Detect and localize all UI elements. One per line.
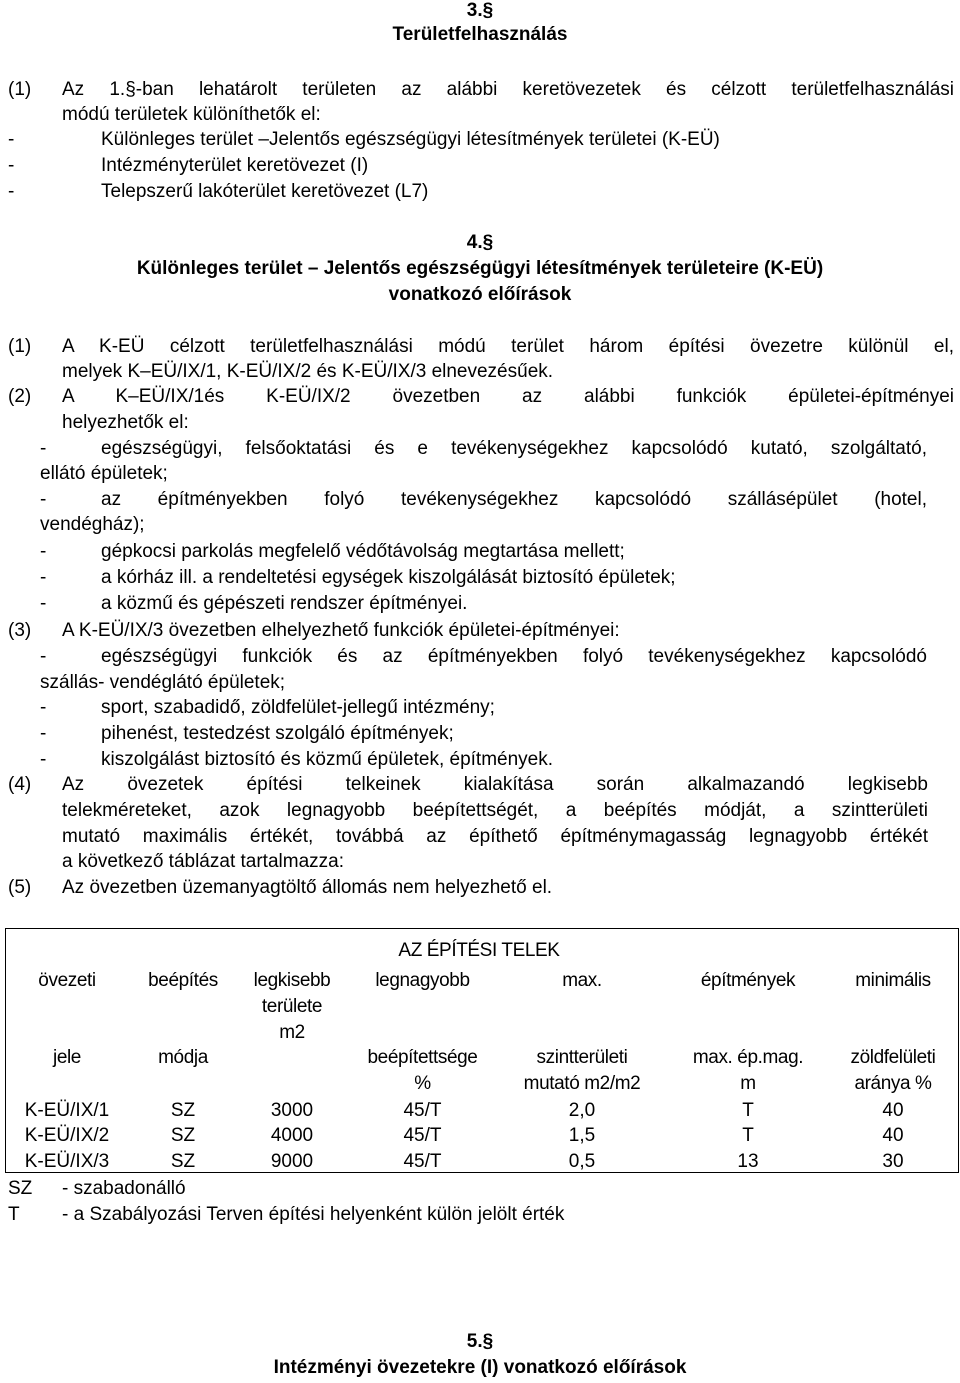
table-cell: K-EÜ/IX/1	[24, 1100, 110, 1121]
table-border-top	[5, 928, 959, 929]
table-cell: 40	[882, 1100, 904, 1121]
table-cell: 2,0	[568, 1100, 596, 1121]
list-item: pihenést, testedzést szolgáló építmények;	[101, 723, 454, 744]
paragraph-text: A K–EÜ/IX/1és K-EÜ/IX/2 övezetben az alábbi funkciók épületei-építményei	[62, 386, 954, 407]
section-4-title-line2: vonatkozó előírások	[388, 284, 572, 305]
table-header: építmények	[700, 970, 796, 991]
section-5-number: 5.§	[466, 1331, 494, 1352]
list-dash: -	[40, 438, 47, 459]
table-cell: SZ	[170, 1151, 196, 1172]
table-header: jele	[53, 1047, 81, 1068]
paragraph-text: Az övezetek építési telkeinek kialakítása során alkalmazandó legkisebb	[62, 774, 928, 795]
table-cell: T	[742, 1100, 754, 1121]
table-group-header: AZ ÉPÍTÉSI TELEK	[398, 940, 560, 961]
table-header: beépítés	[148, 970, 218, 991]
list-item: az építményekben folyó tevékenységekhez kapcsolódó szállásépület (hotel,	[101, 489, 927, 510]
list-item: vendégház);	[40, 514, 145, 535]
table-header: %	[414, 1073, 431, 1094]
paragraph-text: A K-EÜ célzott területfelhasználási módú terület három építési övezetre különül el,	[62, 336, 954, 357]
list-dash: -	[40, 489, 47, 510]
list-item: sport, szabadidő, zöldfelület-jellegű intézmény;	[101, 697, 495, 718]
table-cell: SZ	[170, 1100, 196, 1121]
list-item: gépkocsi parkolás megfelelő védőtávolság megtartása mellett;	[101, 541, 625, 562]
table-header: m	[740, 1073, 756, 1094]
list-dash: -	[40, 723, 47, 744]
legend-abbr: SZ	[8, 1178, 33, 1199]
paragraph-number: (1)	[8, 336, 32, 357]
table-cell: 13	[737, 1151, 759, 1172]
legend-abbr: T	[8, 1204, 20, 1225]
paragraph-number: (3)	[8, 620, 32, 641]
section-4-title-line1: Különleges terület – Jelentős egészségügyi létesítmények területeire (K-EÜ)	[136, 258, 824, 279]
list-item: ellátó épületek;	[40, 463, 168, 484]
paragraph-number: (5)	[8, 877, 32, 898]
section-3-number: 3.§	[466, 0, 494, 21]
table-header: övezeti	[38, 970, 96, 991]
list-dash: -	[40, 567, 47, 588]
table-border-right	[958, 928, 959, 1172]
section-3-title: Területfelhasználás	[392, 24, 568, 45]
list-item: Intézményterület keretövezet (I)	[101, 155, 369, 176]
list-dash: -	[8, 129, 15, 150]
paragraph-text: Az övezetben üzemanyagtöltő állomás nem helyezhető el.	[62, 877, 553, 898]
table-border-left	[5, 928, 6, 1172]
table-cell: 30	[882, 1151, 904, 1172]
list-item: a kórház ill. a rendeltetési egységek kiszolgálását biztosító épületek;	[101, 567, 676, 588]
paragraph-text: Az 1.§-ban lehatárolt területen az alábbi keretövezetek és célzott területfelhasználási	[62, 79, 954, 100]
paragraph-number: (4)	[8, 774, 32, 795]
table-header: max.	[562, 970, 602, 991]
paragraph-text: telekméreteket, azok legnagyobb beépítettségét, a beépítés módját, a szintterületi	[62, 800, 928, 821]
table-cell: 1,5	[568, 1125, 596, 1146]
table-cell: 9000	[270, 1151, 314, 1172]
table-header: módja	[158, 1047, 208, 1068]
paragraph-text: melyek K–EÜ/IX/1, K-EÜ/IX/2 és K-EÜ/IX/3 elnevezésűek.	[62, 361, 554, 382]
list-dash: -	[40, 749, 47, 770]
table-cell: SZ	[170, 1125, 196, 1146]
list-dash: -	[40, 646, 47, 667]
list-dash: -	[8, 181, 15, 202]
table-header: zöldfelületi	[850, 1047, 936, 1068]
legend-desc: - szabadonálló	[62, 1178, 186, 1199]
list-dash: -	[40, 697, 47, 718]
table-cell: K-EÜ/IX/2	[24, 1125, 110, 1146]
list-item: egészségügyi, felsőoktatási és e tevékenységekhez kapcsolódó kutató, szolgáltató,	[101, 438, 927, 459]
table-cell: K-EÜ/IX/3	[24, 1151, 110, 1172]
table-cell: 0,5	[568, 1151, 596, 1172]
paragraph-text: mutató maximális értékét, továbbá az építhető építménymagasság legnagyobb értékét	[62, 826, 928, 847]
table-cell: 45/T	[403, 1100, 442, 1121]
list-item: szállás- vendéglátó épületek;	[40, 672, 286, 693]
table-cell: 45/T	[403, 1151, 442, 1172]
section-5-title: Intézményi övezetekre (I) vonatkozó előírások	[273, 1357, 687, 1378]
list-item: a közmű és gépészeti rendszer építményei.	[101, 593, 468, 614]
table-header: területe	[261, 996, 323, 1017]
list-item: Különleges terület –Jelentős egészségügyi létesítmények területei (K-EÜ)	[101, 129, 720, 150]
table-cell: 40	[882, 1125, 904, 1146]
table-header: mutató m2/m2	[523, 1073, 641, 1094]
paragraph-number: (2)	[8, 386, 32, 407]
table-header: max. ép.mag.	[692, 1047, 804, 1068]
section-4-number: 4.§	[466, 232, 494, 253]
table-cell: 3000	[270, 1100, 314, 1121]
table-cell: T	[742, 1125, 754, 1146]
list-item: Telepszerű lakóterület keretövezet (L7)	[101, 181, 429, 202]
legend-desc: - a Szabályozási Terven építési helyenként külön jelölt érték	[62, 1204, 565, 1225]
paragraph-number: (1)	[8, 79, 32, 100]
table-cell: 45/T	[403, 1125, 442, 1146]
paragraph-text: a következő táblázat tartalmazza:	[62, 851, 344, 872]
list-item: kiszolgálást biztosító és közmű épületek, építmények.	[101, 749, 554, 770]
paragraph-text: A K-EÜ/IX/3 övezetben elhelyezhető funkciók épületei-építményei:	[62, 620, 620, 641]
list-dash: -	[8, 155, 15, 176]
table-cell: 4000	[270, 1125, 314, 1146]
paragraph-text: módú területek különíthetők el:	[62, 104, 321, 125]
table-header: legkisebb	[253, 970, 331, 991]
list-dash: -	[40, 541, 47, 562]
table-header: szintterületi	[536, 1047, 628, 1068]
table-header: m2	[279, 1022, 305, 1043]
table-header: beépítettsége	[367, 1047, 478, 1068]
list-dash: -	[40, 593, 47, 614]
paragraph-text: helyezhetők el:	[62, 412, 189, 433]
table-header: minimális	[855, 970, 931, 991]
table-header: aránya %	[854, 1073, 932, 1094]
table-header: legnagyobb	[375, 970, 470, 991]
list-item: egészségügyi funkciók és az építményekben folyó tevékenységekhez kapcsolódó	[101, 646, 927, 667]
